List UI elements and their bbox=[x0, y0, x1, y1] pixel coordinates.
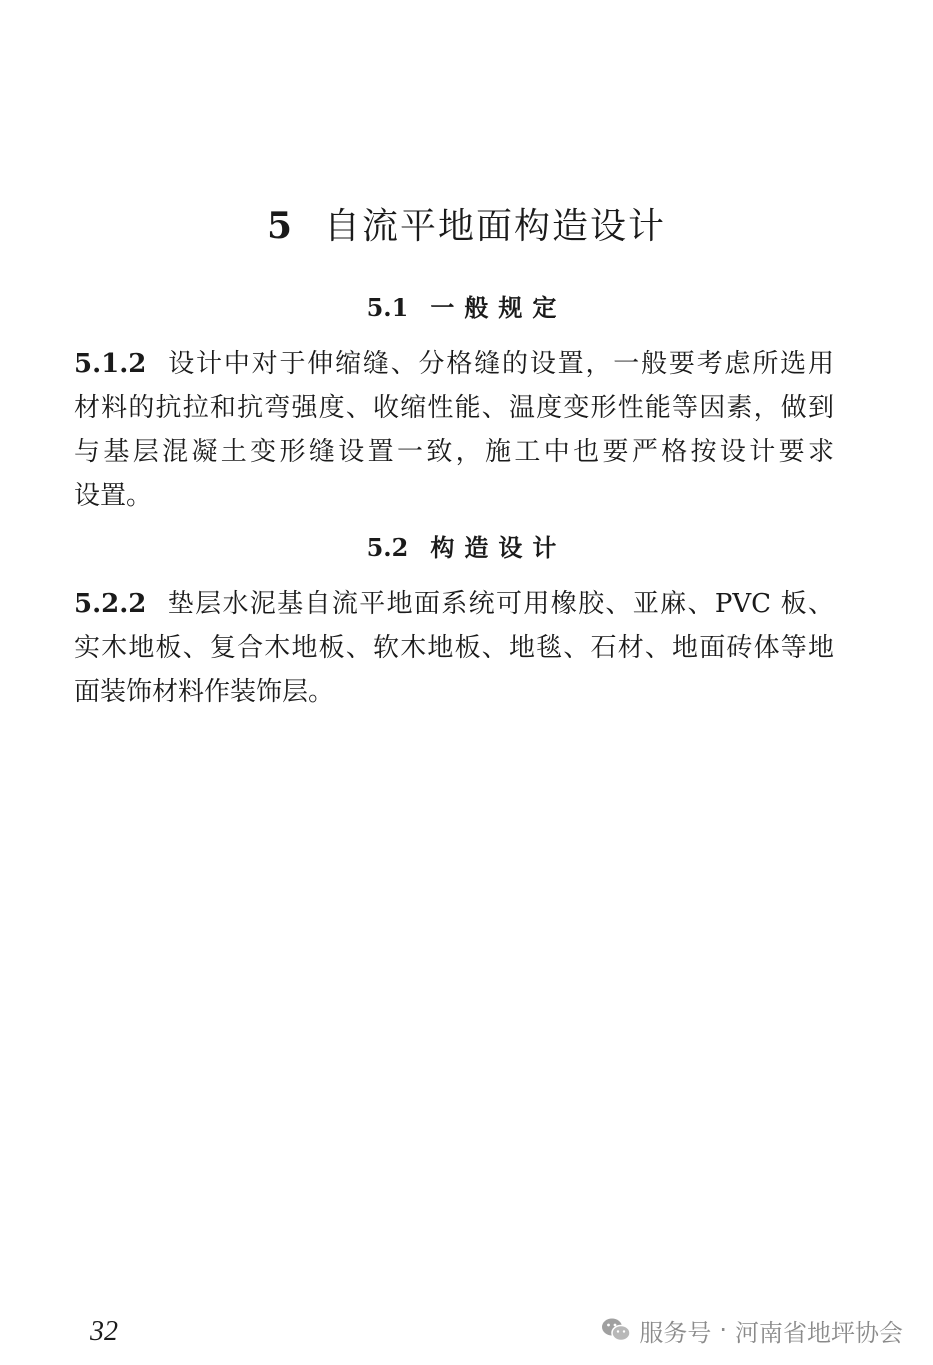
clause-line bbox=[74, 342, 834, 386]
section-number: 5.1 bbox=[366, 293, 409, 322]
watermark bbox=[601, 1310, 903, 1350]
chapter-title-text: 自流平地面构造设计 bbox=[324, 206, 667, 247]
clause-line: 面装饰材料作装饰层。 bbox=[74, 677, 335, 707]
watermark-label: 服务号 bbox=[639, 1318, 712, 1347]
wechat-icon bbox=[601, 1317, 631, 1343]
clause-5-1-2 bbox=[74, 342, 834, 518]
section-number: 5.2 bbox=[366, 533, 409, 562]
watermark-account: 河南省地坪协会 bbox=[735, 1318, 903, 1347]
section-title-5-2 bbox=[0, 528, 933, 563]
section-title-text: 一般规定 bbox=[430, 293, 567, 322]
watermark-separator: · bbox=[719, 1316, 727, 1344]
clause-number: 5.1.2 bbox=[74, 349, 147, 379]
clause-5-2-2 bbox=[74, 582, 834, 714]
section-title-5-1 bbox=[0, 288, 933, 323]
clause-line: 与基层混凝土变形缝设置一致，施工中也要严格按设计要求 bbox=[74, 437, 834, 467]
clause-number: 5.2.2 bbox=[74, 589, 147, 619]
clause-text: 垫层水泥基自流平地面系统可用橡胶、亚麻、PVC 板、 bbox=[166, 589, 834, 619]
chapter-number: 5 bbox=[266, 205, 295, 247]
page-number: 32 bbox=[90, 1316, 118, 1347]
clause-line bbox=[74, 582, 834, 626]
chapter-title bbox=[0, 198, 933, 249]
clause-line: 设置。 bbox=[74, 481, 153, 511]
clause-line: 材料的抗拉和抗弯强度、收缩性能、温度变形性能等因素，做到 bbox=[74, 393, 834, 423]
clause-text: 设计中对于伸缩缝、分格缝的设置，一般要考虑所选用 bbox=[166, 349, 834, 379]
section-title-text: 构造设计 bbox=[430, 533, 567, 562]
clause-line: 实木地板、复合木地板、软木地板、地毯、石材、地面砖体等地 bbox=[74, 633, 834, 663]
